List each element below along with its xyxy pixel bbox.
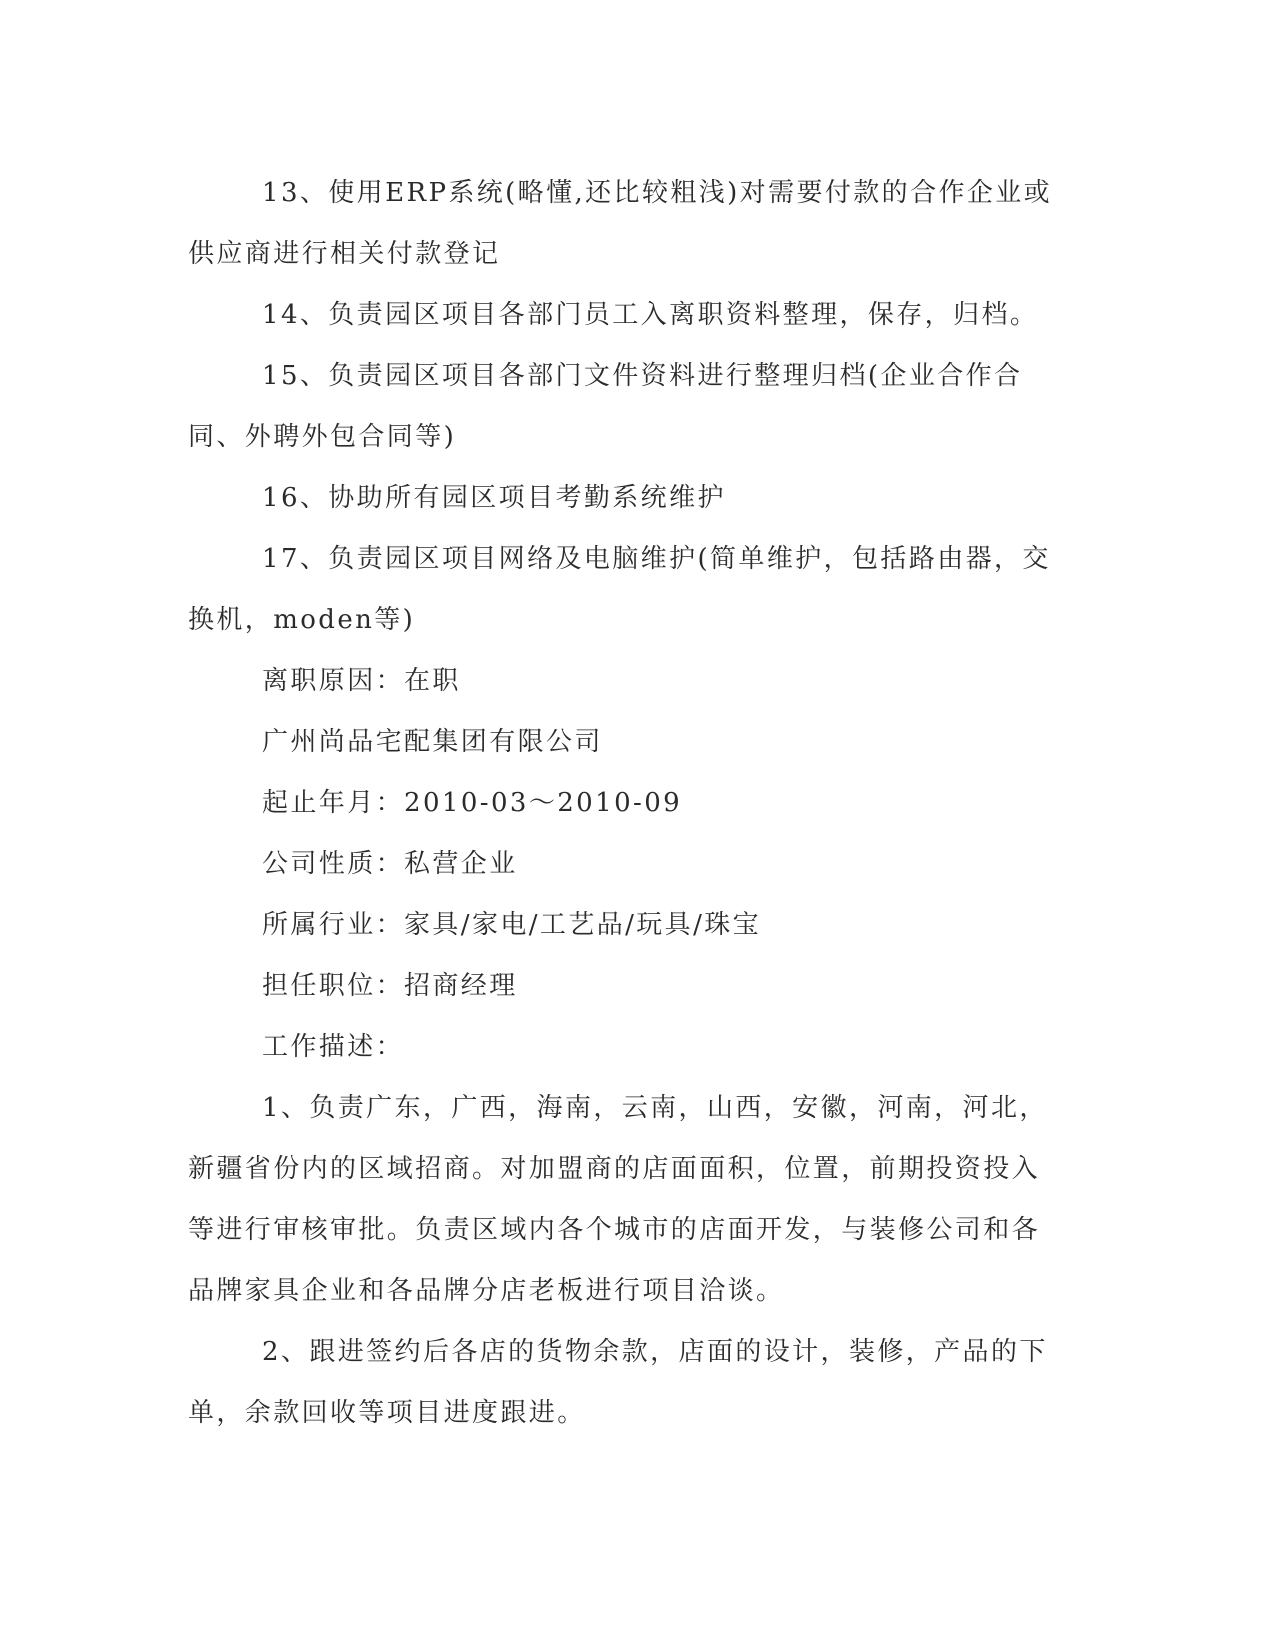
company-type: 公司性质：私营企业 xyxy=(262,849,518,879)
job-description-heading: 工作描述： xyxy=(262,1032,405,1062)
leaving-reason: 离职原因：在职 xyxy=(262,666,461,696)
paragraph-item-16: 16、协助所有园区项目考勤系统维护 xyxy=(262,483,726,513)
document-body xyxy=(188,163,1068,1444)
paragraph-item-15: 15、负责园区项目各部门文件资料进行整理归档(企业合作合同、外聘外包合同等) xyxy=(188,361,1023,452)
paragraph-item-17: 17、负责园区项目网络及电脑维护(简单维护，包括路由器，交换机，moden等) xyxy=(188,544,1051,635)
job-description-item-2: 2、跟进签约后各店的货物余款，店面的设计，装修，产品的下单，余款回收等项目进度跟进。 xyxy=(188,1337,1048,1428)
employment-period: 起止年月：2010-03～2010-09 xyxy=(262,788,683,818)
company-name: 广州尚品宅配集团有限公司 xyxy=(262,727,603,757)
industry: 所属行业：家具/家电/工艺品/玩具/珠宝 xyxy=(262,910,762,940)
paragraph-item-13: 13、使用ERP系统(略懂,还比较粗浅)对需要付款的合作企业或供应商进行相关付款登记 xyxy=(188,178,1053,269)
paragraph-item-14: 14、负责园区项目各部门员工入离职资料整理，保存，归档。 xyxy=(262,300,1039,330)
job-description-item-1: 1、负责广东，广西，海南，云南，山西，安徽，河南，河北，新疆省份内的区域招商。对加盟商的店面面积，位置，前期投资投入等进行审核审批。负责区域内各个城市的店面开发，与装修公司和各品牌家具企业和各品牌分店老板进行项目洽谈。 xyxy=(188,1093,1048,1306)
job-title: 担任职位：招商经理 xyxy=(262,971,518,1001)
